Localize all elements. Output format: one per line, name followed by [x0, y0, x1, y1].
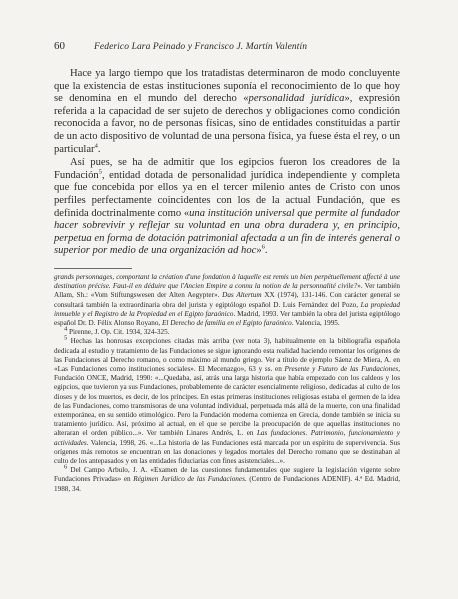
footnote-continuation: [54, 273, 400, 328]
italic-span: Régimen Jurídico de las Fundaciones: [133, 475, 245, 484]
text-span: . Valencia, 1998, 26. «...La historia de las Fundaciones está marcada por un espíritu de supervivencia. Sus orígenes más remotos se encuentran en las donaciones y legados mortales del Derecho romano que se destinaban al culto de los antepasados y en las entidades fiduciarias con fines asistenciales...».: [54, 438, 400, 465]
text-span: , entidad dotada de personalidad jurídica independiente y completa que fue concebida por ellos ya en el tercer milenio antes de Cristo con unos perfiles perfectamente coincidentes con los de la actual Fundación, que es definida doctrinalmente como «: [54, 169, 400, 219]
text-span: »: [256, 245, 262, 257]
footnote-marker: 6: [261, 243, 265, 251]
italic-span: Las fundaciones. Patrimonio, funcionamiento y actividades: [54, 429, 400, 447]
footnote-marker: 6: [64, 463, 68, 471]
body-paragraph-2: [54, 157, 400, 258]
footnote-6: [54, 463, 400, 494]
italic-span: La propiedad inmueble y el Registro de la Propiedad en el Egipto faraónico: [54, 300, 400, 318]
text-span: .: [97, 143, 101, 155]
footnote-marker: 4: [64, 325, 68, 333]
text-span: Hechas las honrosas excepciones citadas más arriba (ver nota 3), habitualmente en la bibliografía española dedicada al estudio y tratamiento de las Fundaciones se sigue ignorando esta realidad haciendo remontar los orígenes de las Fundaciones al Derecho romano, o como máximo al mundo griego. Ver a título de ejemplo Sáenz de Miera, A. en «Las Fundaciones como instituciones sociales». El Mecenazgo», 63 y ss. en: [54, 337, 400, 373]
page-header: [54, 40, 400, 58]
text-span: Pirenne, J. Op. Cit. 1934, 324-325.: [67, 328, 170, 337]
text-span: Del Campo Arbulo, J. A. «Examen de las cuestiones fundamentales que sugiere la legislación vigente sobre Fundaciones Privadas» en: [54, 466, 400, 484]
text-span: , Fundación ONCE, Madrid, 1990: «...Quedaba, así, atrás una larga historia que había empezado con los caldeos y los egipcios, que tuvieron ya sus Fundaciones, probablemente de carácter esencialmente religioso, dedicadas al culto de los dioses y de los muertos, es decir, de los príncipes. En estas primeras instituciones religiosas estaba el germen de la idea de las Fundaciones, como transmisoras de una voluntad individual, perpetuada más allá de la muerte, con una finalidad extemporánea, en su sentido etimológico. Pero la Fundación moderna comienza en Grecia, donde también se inicia su tratamiento jurídico. Así, próximo al actual, en el que se percibe la preocupación de que aquellas instituciones no alteraran el orden público...». Ver también Linares Andrés, L. en: [54, 364, 400, 438]
text-span: . (Centro de Fundaciones ADENIF). 4.ª Ed. Madrid, 1988, 34.: [54, 475, 400, 493]
text-span: Así pues, se ha de admitir que los egipcios fueron los creadores de la Fundación: [54, 157, 400, 181]
italic-span: una institución universal que permite al fundador hacer sobrevivir y reflejar su voluntad en una obra duradera y, en principio, perpetua en forma de dotación patrimonial afectada a un fin de interés general o superior por medio de una organización ad hoc: [54, 207, 400, 257]
footnote-marker: 5: [98, 168, 102, 176]
text-span: . Valencia, 1995.: [291, 318, 340, 327]
running-head: Federico Lara Peinado y Francisco J. Martín Valentín: [94, 42, 308, 52]
footnotes: [54, 273, 400, 494]
footnote-separator: [54, 268, 132, 269]
main-text: [54, 68, 400, 258]
text-span: ». Ver también Allam, Sh.: «Vom Stiftungswesen der Alten Aegypter».: [54, 282, 400, 300]
page-number: 60: [54, 40, 65, 52]
text-span: . Madrid, 1993. Ver también la obra del jurista egiptólogo español Dr. D. Félix Alonso Royano,: [54, 309, 400, 327]
italic-span: personalidad jurídica: [248, 93, 345, 105]
italic-span: grands personnages, comportant la création d'une fondation à laquelle est remis un bien perpétuellement affecté à une destination précise. Faut-il en déduire que l'Ancien Empire a connu la notion de la personnalité civile?: [54, 272, 400, 291]
text-span: Hace ya largo tiempo que los tratadistas determinaron de modo concluyente que la existencia de estas instituciones suponía el reconocimiento de lo que hoy se denomina en el mundo del derecho «: [54, 68, 400, 105]
italic-span: Das Altertum: [222, 291, 262, 300]
body-paragraph-1: [54, 68, 400, 156]
text-span: .: [264, 245, 268, 257]
italic-span: El Derecho de familia en el Egipto faraónico: [162, 318, 292, 327]
footnote-4: [54, 325, 400, 337]
text-span: XX (1974), 131-146. Con carácter general se consultará también la extraordinaria obra del jurista y egiptólogo español D. Luis Fernández del Pozo,: [54, 291, 401, 309]
italic-span: Presente y Futuro de las Fundaciones: [284, 364, 399, 373]
footnote-5: [54, 334, 400, 466]
footnote-marker: 4: [94, 142, 98, 150]
footnote-marker: 5: [64, 334, 68, 342]
text-span: », expresión referida a la capacidad de ser sujeto de derechos y obligaciones como condición reconocida a favor, no de personas físicas, sino de entidades constituidas a partir de un acto dispositivo de voluntad de una persona física, ya fuese ésta el rey, o un particular: [54, 93, 401, 155]
